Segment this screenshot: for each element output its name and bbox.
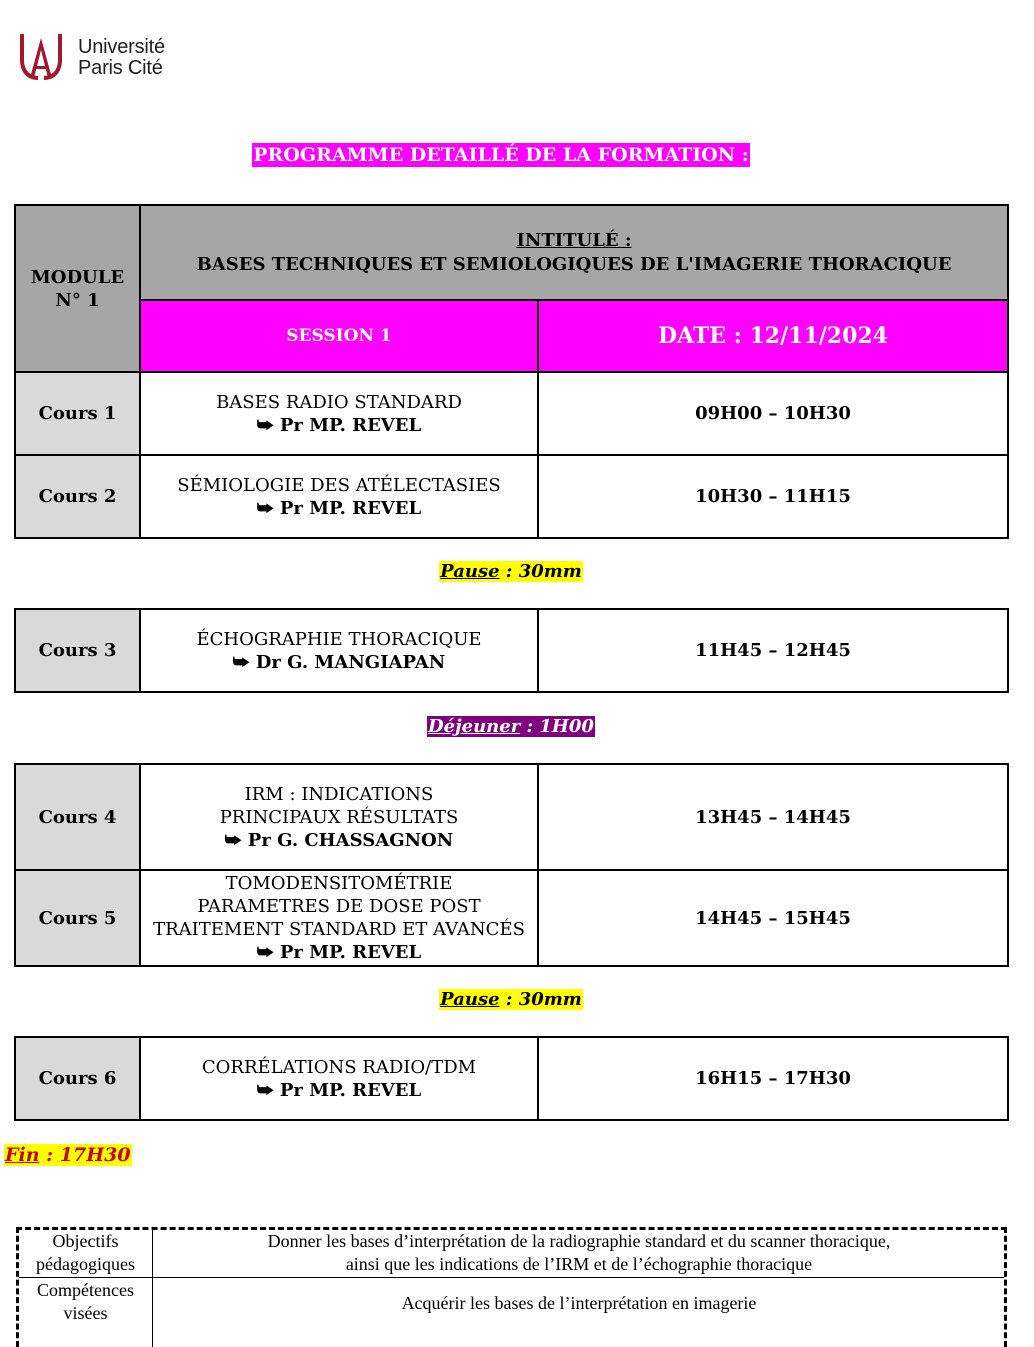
competences-heading-line1: Compétences <box>37 1280 134 1300</box>
course-label: Cours 2 <box>38 486 117 507</box>
session-label: SESSION 1 <box>286 326 392 346</box>
objectives-text-line1: Donner les bases d’interprétation de la radiographie standard et du scanner thoracique, <box>267 1231 891 1251</box>
course-time: 10H30 – 11H15 <box>695 486 851 507</box>
course-label-cell <box>14 454 141 539</box>
break-value: : 30mm <box>499 989 582 1010</box>
course-label: Cours 3 <box>38 640 117 661</box>
course-title-line: ÉCHOGRAPHIE THORACIQUE <box>196 628 482 650</box>
university-logo <box>16 30 216 82</box>
break-label: Pause <box>440 989 500 1010</box>
objectives-divider-horizontal <box>19 1277 1004 1278</box>
lunch-value: : 1H00 <box>520 716 594 737</box>
objectives-heading-line1: Objectifs <box>52 1231 119 1251</box>
course-content-cell <box>139 608 539 693</box>
course-speaker: ⮩ Pr G. CHASSAGNON <box>224 829 454 851</box>
objectives-divider-vertical <box>152 1230 153 1347</box>
course-title-line: TRAITEMENT STANDARD ET AVANCÉS <box>153 919 525 940</box>
course-title-line: PARAMETRES DE DOSE POST <box>197 896 481 917</box>
competences-heading <box>19 1279 152 1325</box>
course-speaker: ⮩ Pr MP. REVEL <box>256 414 422 436</box>
competences-text-line: Acquérir les bases de l’interprétation en imagerie <box>401 1293 757 1313</box>
date-cell <box>537 299 1009 373</box>
module-label-line1: MODULE <box>30 266 125 288</box>
break-label: Pause <box>440 561 500 582</box>
end-time <box>4 1144 132 1166</box>
objectives-heading-line2: pédagogiques <box>36 1254 135 1274</box>
course-time-cell <box>537 454 1009 539</box>
break-line <box>0 989 1022 1010</box>
end-value: : 17H30 <box>39 1144 131 1166</box>
intitule-label: INTITULÉ : <box>516 229 632 251</box>
intitule-text: BASES TECHNIQUES ET SEMIOLOGIQUES DE L'IMAGERIE THORACIQUE <box>196 253 952 275</box>
break-value: : 30mm <box>499 561 582 582</box>
course-speaker: ⮩ Pr MP. REVEL <box>256 1079 422 1101</box>
course-label: Cours 4 <box>38 806 117 828</box>
course-time-cell <box>537 1036 1009 1121</box>
objectives-text <box>154 1230 1004 1276</box>
course-title-line: PRINCIPAUX RÉSULTATS <box>219 806 459 828</box>
course-time-cell <box>537 763 1009 871</box>
course-title-line: TOMODENSITOMÉTRIE <box>225 873 453 894</box>
lunch-line <box>0 716 1022 737</box>
session-cell <box>139 299 539 373</box>
module-label-cell <box>14 204 141 373</box>
course-label-cell <box>14 763 141 871</box>
course-speaker: ⮩ Pr MP. REVEL <box>256 942 422 963</box>
course-content-cell <box>139 371 539 456</box>
end-label: Fin <box>5 1144 40 1166</box>
logo-text-line1: Université <box>78 36 165 58</box>
objectives-text-line2: ainsi que les indications de l’IRM et de l’échographie thoracique <box>345 1254 813 1274</box>
break-highlight <box>439 989 583 1010</box>
session-date: DATE : 12/11/2024 <box>657 323 889 349</box>
course-content-cell <box>139 869 539 967</box>
page-title <box>0 144 1002 166</box>
break-line <box>0 561 1022 582</box>
course-title-line: BASES RADIO STANDARD <box>216 391 462 413</box>
course-title-line: CORRÉLATIONS RADIO/TDM <box>201 1056 477 1078</box>
course-time-cell <box>537 608 1009 693</box>
course-time: 16H15 – 17H30 <box>695 1068 851 1089</box>
course-label: Cours 1 <box>38 403 117 424</box>
course-time-cell <box>537 869 1009 967</box>
intitule-cell <box>139 204 1009 301</box>
course-label-cell <box>14 869 141 967</box>
course-label-cell <box>14 1036 141 1121</box>
logo-text-line2: Paris Cité <box>78 57 163 79</box>
competences-heading-line2: visées <box>63 1303 108 1323</box>
course-label-cell <box>14 608 141 693</box>
course-time-cell <box>537 371 1009 456</box>
break-highlight <box>439 561 583 582</box>
course-title-line: IRM : INDICATIONS <box>244 783 434 805</box>
course-content-cell <box>139 454 539 539</box>
lunch-highlight <box>427 716 595 737</box>
objectives-table <box>16 1227 1007 1347</box>
course-speaker: ⮩ Pr MP. REVEL <box>256 497 422 519</box>
page-title-text: PROGRAMME DETAILLÉ DE LA FORMATION : <box>253 144 749 166</box>
course-label-cell <box>14 371 141 456</box>
competences-text <box>154 1292 1004 1315</box>
course-label: Cours 6 <box>38 1068 117 1089</box>
objectives-heading <box>19 1230 152 1276</box>
end-time-highlight <box>4 1144 132 1166</box>
course-speaker: ⮩ Dr G. MANGIAPAN <box>232 651 446 673</box>
university-logo-icon <box>16 30 72 82</box>
course-title-line: SÉMIOLOGIE DES ATÉLECTASIES <box>177 474 501 496</box>
module-label-line2: N° 1 <box>55 289 100 311</box>
course-content-cell <box>139 763 539 871</box>
course-time: 11H45 – 12H45 <box>695 640 851 661</box>
course-content-cell <box>139 1036 539 1121</box>
course-time: 13H45 – 14H45 <box>695 806 851 828</box>
course-time: 09H00 – 10H30 <box>695 403 851 424</box>
course-time: 14H45 – 15H45 <box>695 907 851 929</box>
course-label: Cours 5 <box>38 907 117 929</box>
lunch-label: Déjeuner <box>428 716 521 737</box>
